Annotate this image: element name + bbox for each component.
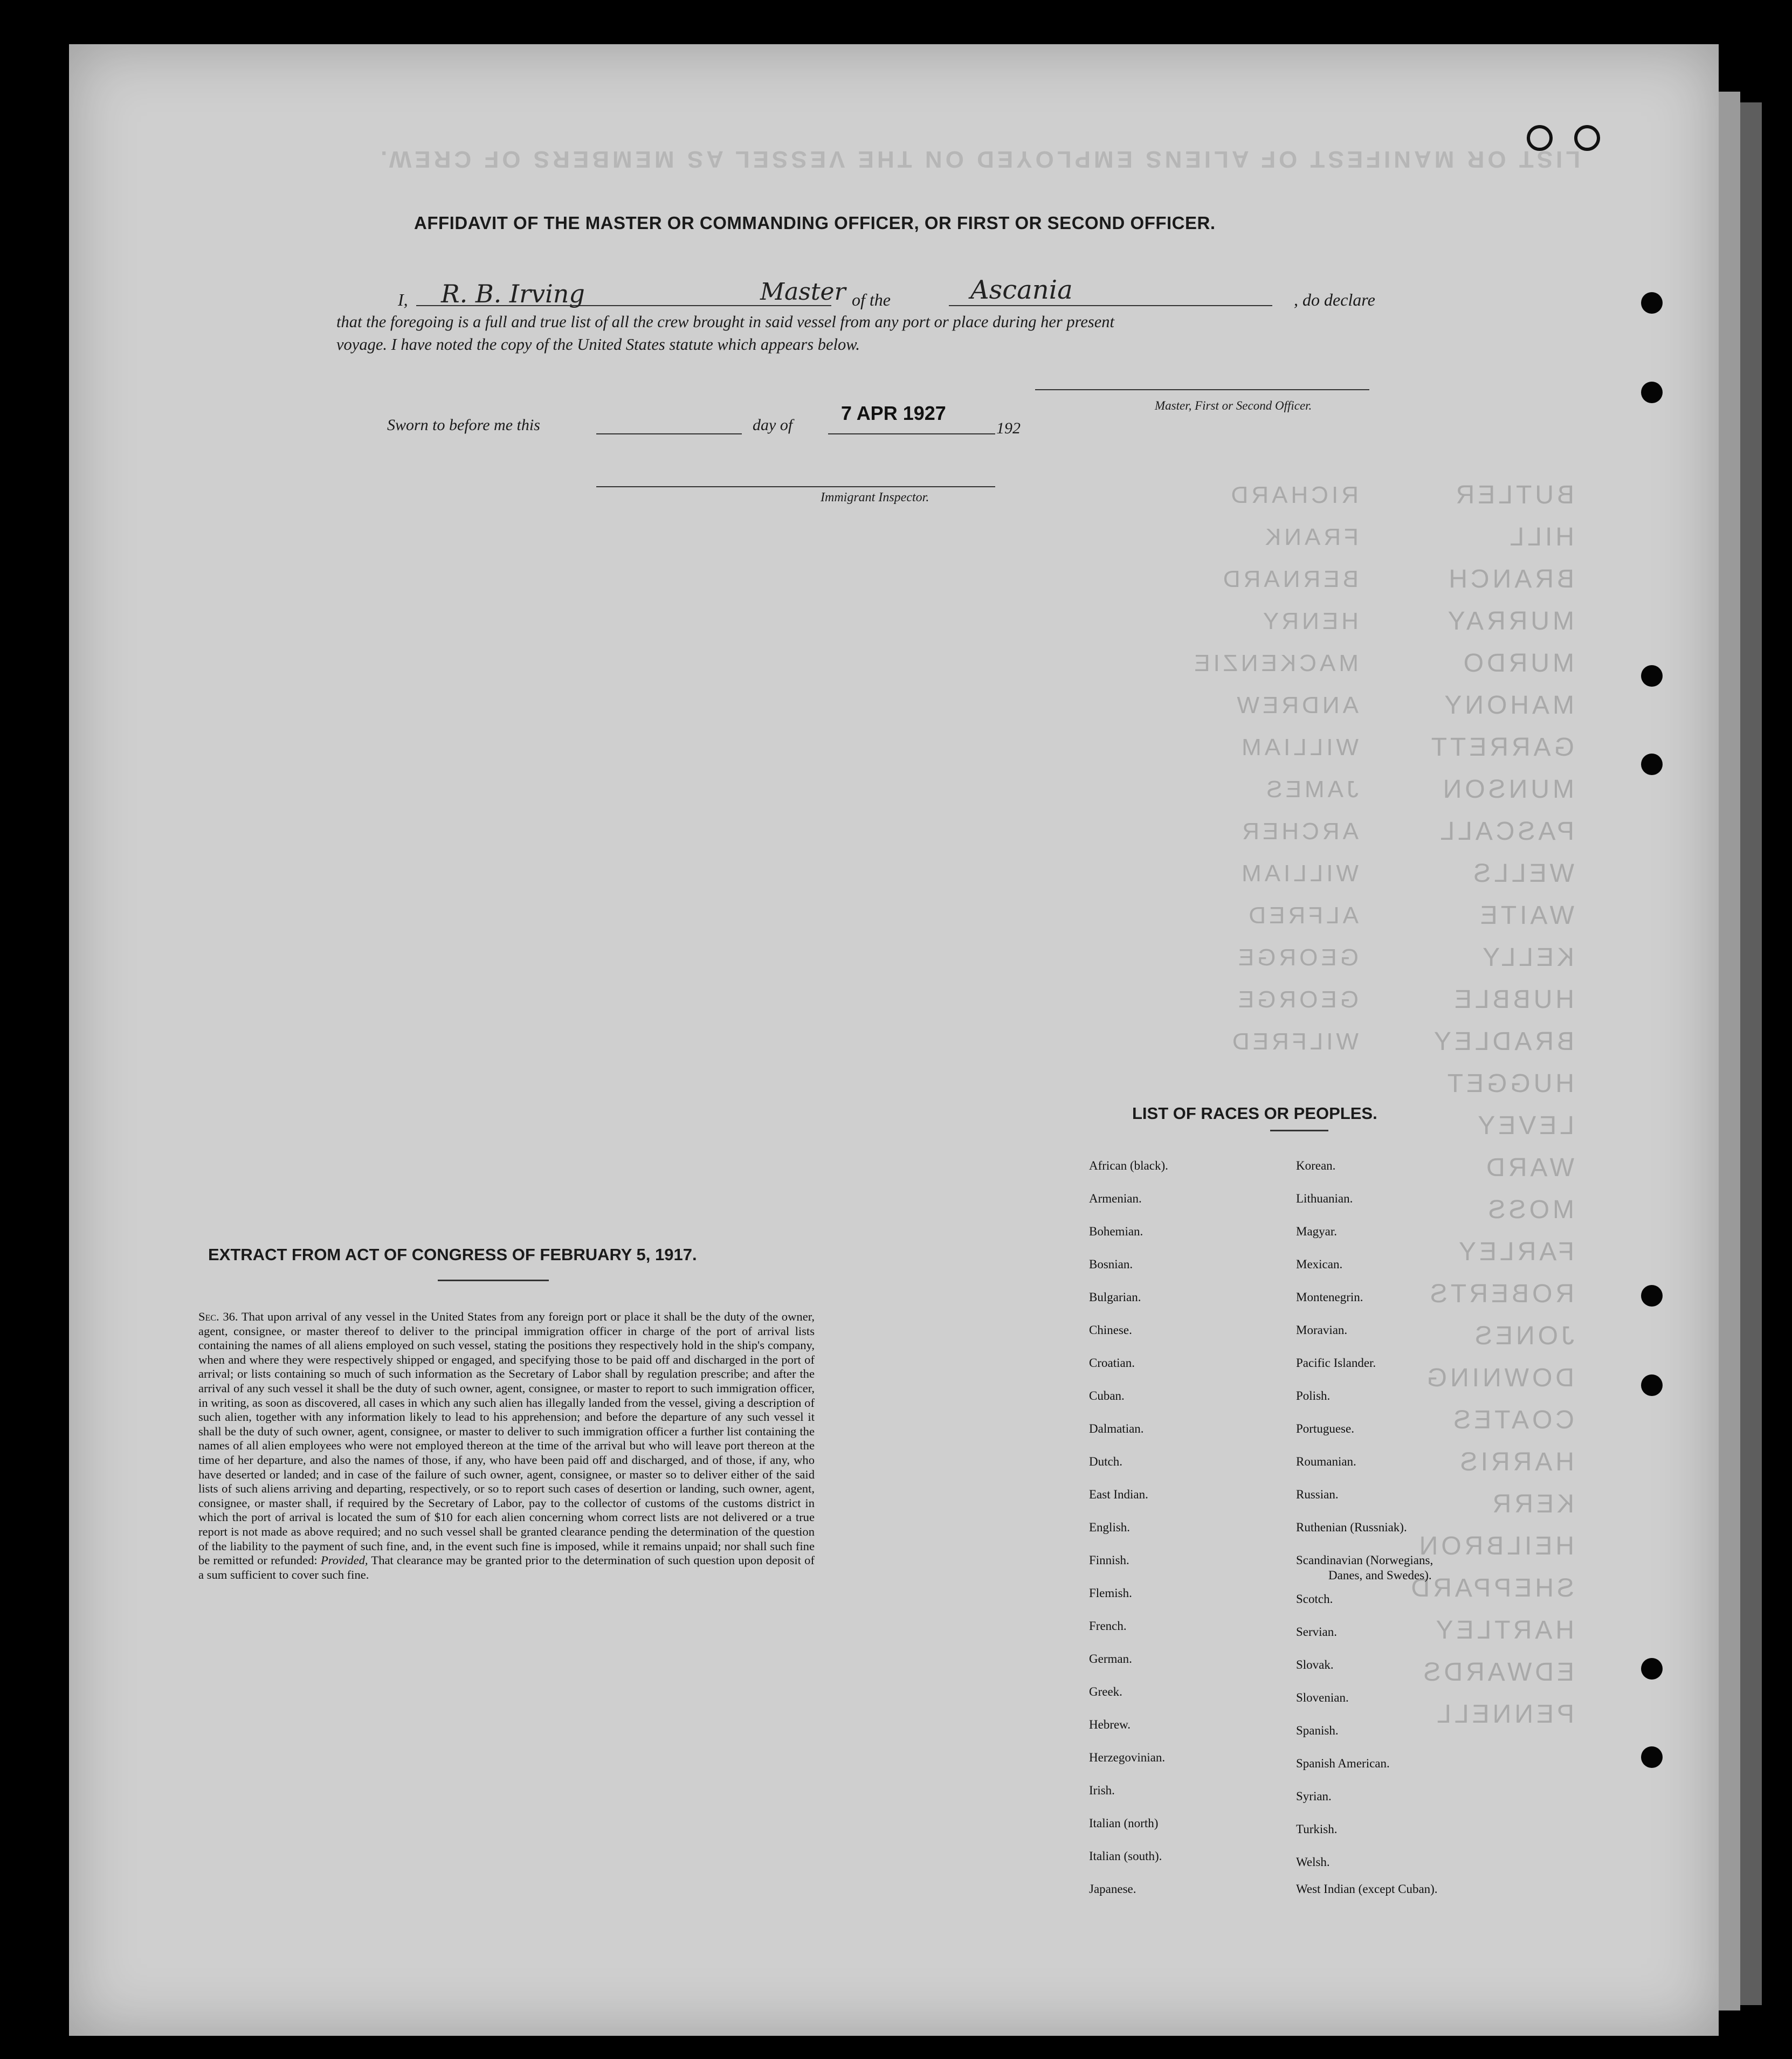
bleed-through-surnames: BUTLER HILL BRANCH MURRAY MURDO MAHONY GARRETT MUNSON PASCALL WELLS WAITE KELLY HUBBLE BRADLEY HUGGET LEVEY WARD MOSS FARLEY ROBERTS JONES DOWNING COATES HARRIS KERR HEILBRON SHEPPARD HARTLEY EDWARDS PENNELL <box>1408 481 1574 1729</box>
race-item: Turkish. <box>1296 1822 1338 1836</box>
sworn-month-line <box>828 433 995 434</box>
inspector-line <box>596 486 995 487</box>
race-item: Montenegrin. <box>1296 1290 1363 1304</box>
inspector-caption: Immigrant Inspector. <box>821 490 929 505</box>
extract-body <box>198 1310 815 1582</box>
race-item: Bohemian. <box>1089 1225 1143 1238</box>
race-item: Ruthenian (Russniak). <box>1296 1521 1407 1534</box>
punch-hole-icon <box>1641 1285 1663 1307</box>
affidavit-title: AFFIDAVIT OF THE MASTER OR COMMANDING OFFICER, OR FIRST OR SECOND OFFICER. <box>414 213 1216 233</box>
of-the-label: of the <box>852 290 891 309</box>
officer-name: R. B. Irving <box>441 279 585 308</box>
punch-hole-icon <box>1641 1374 1663 1396</box>
affidavit-statement-line2: voyage. I have noted the copy of the United States statute which appears below. <box>336 335 860 354</box>
race-item: Portuguese. <box>1296 1422 1354 1435</box>
race-item: Chinese. <box>1089 1323 1132 1337</box>
race-item: Bulgarian. <box>1089 1290 1141 1304</box>
page-edge <box>1719 92 1740 2010</box>
race-item: Irish. <box>1089 1784 1115 1797</box>
extract-proviso-text: That clearance may be granted prior to the determination of such question upon deposit of a sum sufficient to cover such fine. <box>198 1553 815 1581</box>
extract-proviso-label: Provided, <box>320 1553 368 1567</box>
extract-title: EXTRACT FROM ACT OF CONGRESS OF FEBRUARY 5, 1917. <box>208 1245 697 1264</box>
sworn-label: Sworn to before me this <box>387 416 540 434</box>
race-item: Italian (north) <box>1089 1816 1159 1830</box>
race-item: Roumanian. <box>1296 1455 1356 1468</box>
race-item: Flemish. <box>1089 1586 1132 1600</box>
race-item: Mexican. <box>1296 1257 1343 1271</box>
sworn-day-line <box>596 433 742 434</box>
race-item: Slovenian. <box>1296 1691 1349 1704</box>
race-item: Spanish. <box>1296 1724 1339 1737</box>
races-title-rule <box>1270 1130 1328 1131</box>
bleed-through-given-names: RICHARD FRANK BERNARD HENRY MACKENZIE ANDREW WILLIAM JAMES ARCHER WILLIAM ALFRED GEORGE GEORGE WILFRED <box>1191 482 1359 1055</box>
race-item: Russian. <box>1296 1488 1339 1501</box>
race-item: Bosnian. <box>1089 1257 1133 1271</box>
race-item: West Indian (except Cuban). <box>1296 1882 1438 1896</box>
race-item: Dalmatian. <box>1089 1422 1144 1435</box>
race-item: Herzegovinian. <box>1089 1751 1166 1764</box>
vessel-name: Ascania <box>970 275 1073 305</box>
punch-hole-icon <box>1641 382 1663 403</box>
race-item: Welsh. <box>1296 1855 1330 1869</box>
race-item: African (black). <box>1089 1159 1168 1172</box>
do-declare-label: , do declare <box>1294 290 1375 309</box>
race-item: Lithuanian. <box>1296 1192 1353 1205</box>
race-item: Slovak. <box>1296 1658 1334 1671</box>
race-item: Spanish American. <box>1296 1757 1390 1770</box>
race-item: German. <box>1089 1652 1132 1666</box>
race-item: Danes, and Swedes). <box>1328 1569 1432 1582</box>
race-item: Italian (south). <box>1089 1849 1162 1863</box>
punch-hole-icon <box>1641 1658 1663 1680</box>
race-item: Korean. <box>1296 1159 1336 1172</box>
date-stamp: 7 APR 1927 <box>841 402 946 424</box>
race-item: English. <box>1089 1521 1131 1534</box>
race-item: Scotch. <box>1296 1592 1333 1606</box>
race-item: Moravian. <box>1296 1323 1348 1337</box>
race-item: Dutch. <box>1089 1455 1122 1468</box>
race-item: Hebrew. <box>1089 1718 1131 1731</box>
race-item: Scandinavian (Norwegians, <box>1296 1553 1433 1567</box>
affidavit-statement-line1: that the foregoing is a full and true list of all the crew brought in said vessel from any port or place during her present <box>336 313 1115 331</box>
page-edge-shadow <box>1740 102 1762 2005</box>
punch-hole-icon <box>1641 754 1663 775</box>
race-item: Polish. <box>1296 1389 1331 1402</box>
race-item: Finnish. <box>1089 1553 1129 1567</box>
race-item: Syrian. <box>1296 1789 1332 1803</box>
race-item: Cuban. <box>1089 1389 1125 1402</box>
signature-caption: Master, First or Second Officer. <box>1155 399 1312 412</box>
race-item: Greek. <box>1089 1685 1122 1698</box>
race-item: Armenian. <box>1089 1192 1142 1205</box>
officer-rank: Master <box>760 278 846 306</box>
vessel-name-line <box>949 305 1272 306</box>
race-item: Pacific Islander. <box>1296 1356 1376 1370</box>
race-item: Japanese. <box>1089 1882 1136 1896</box>
affidavit-i-label: I, <box>398 290 408 309</box>
races-title: LIST OF RACES OR PEOPLES. <box>1132 1104 1377 1123</box>
punch-hole-icon <box>1641 665 1663 687</box>
race-item: East Indian. <box>1089 1488 1148 1501</box>
race-item: French. <box>1089 1619 1127 1633</box>
extract-title-rule <box>438 1280 549 1281</box>
punch-hole-icon <box>1641 1746 1663 1768</box>
race-item: Croatian. <box>1089 1356 1135 1370</box>
race-item: Magyar. <box>1296 1225 1338 1238</box>
signature-line <box>1035 389 1369 390</box>
punch-hole-icon <box>1641 292 1663 314</box>
year-prefix: 192 <box>996 419 1021 437</box>
race-item: Servian. <box>1296 1625 1338 1639</box>
extract-section-label: Sec. 36. <box>198 1310 238 1323</box>
bleed-through-header: LIST OR MANIFEST OF ALIENS EMPLOYED ON THE VESSEL AS MEMBERS OF CREW. <box>377 146 1581 172</box>
extract-body-text: That upon arrival of any vessel in the United States from any foreign port or place it shall be the duty of the owner, agent, consignee, or master thereof to deliver to the principal immigration officer in charge of the port of arrival lists containing the names of all aliens employed on such vessel, stating the positions they respectively hold in the ship's company, when and where they were respectively shipped or engaged, and specifying those to be paid off and discharged in the port of arrival; or lists containing so much of such information as the Secretary of Labor shall by regulation prescribe; and after the arrival of any such vessel it shall be the duty of such owner, agent, consignee, or master to report to such immigration officer, in writing, as soon as discovered, all cases in which any such alien has illegally landed from the vessel, giving a description of such alien, together with any information likely to lead to his apprehension; and before the departure of any such vessel it shall be the duty of such owner, agent, consignee, or master to deliver to such immigration officer a further list containing the names of all alien employees who were not employed thereon at the time of the arrival but who will leave port thereon at the time of her departure, and also the names of those, if any, who have been paid off and discharged, and of those, if any, who have deserted or landed; and in case of the failure of such owner, agent, consignee, or master so to deliver either of the said lists of such aliens arriving and departing, respectively, or so to report such cases of desertion or landing, such owner, agent, consignee, or master shall, if required by the Secretary of Labor, pay to the collector of customs of the customs district in which the port of arrival is located the sum of $10 for each alien concerning whom correct lists are not delivered or a true report is not made as above required; and no such vessel shall be granted clearance pending the determination of the question of the liability to the payment of such fine, and, in the event such fine is imposed, while it remains unpaid; nor shall such fine be remitted or refunded: <box>198 1310 815 1567</box>
day-of-label: day of <box>753 416 793 434</box>
